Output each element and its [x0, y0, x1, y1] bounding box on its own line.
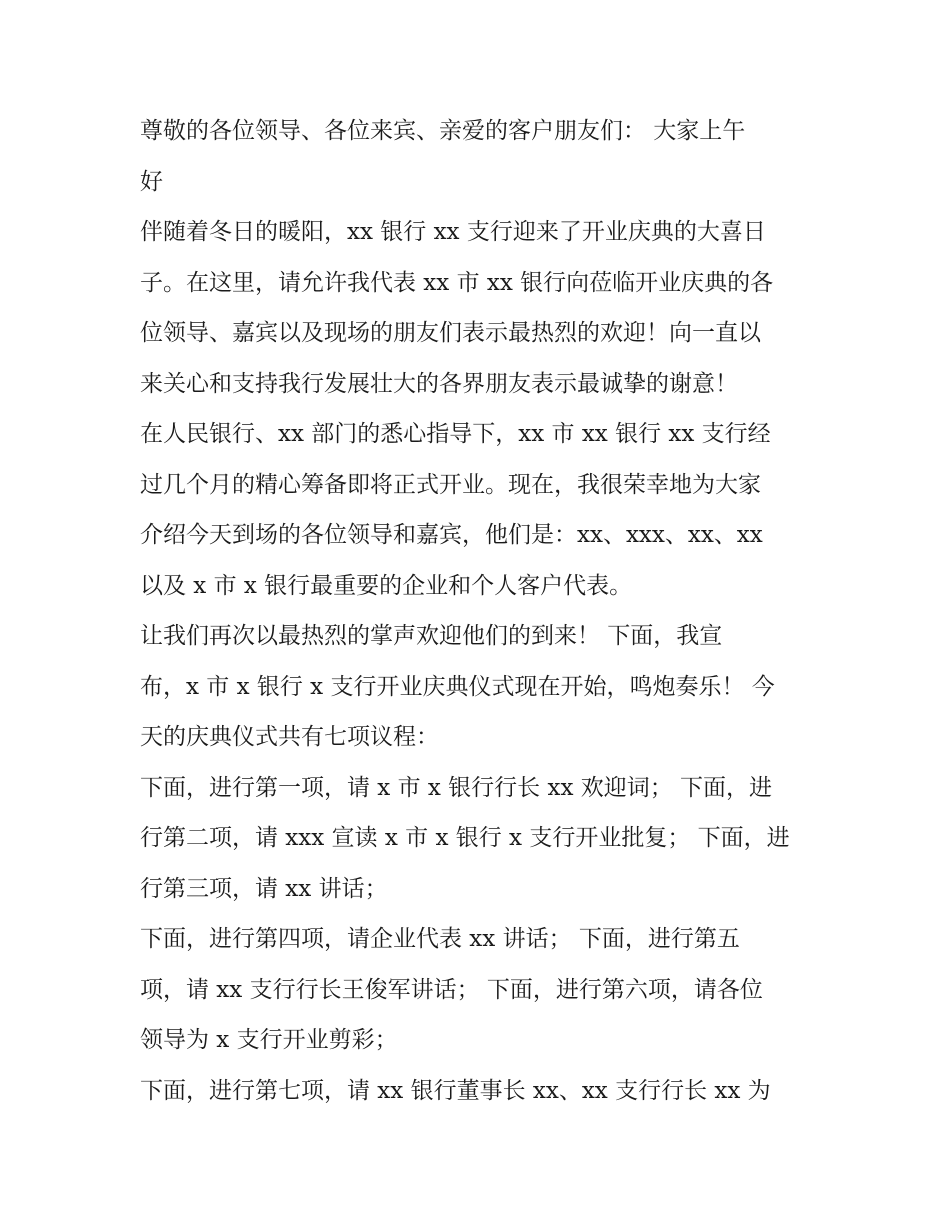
text-line: 伴随着冬日的暖阳，xx 银行 xx 支行迎来了开业庆典的大喜日: [140, 219, 766, 245]
text-line: 下面，进行第一项，请 x 市 x 银行行长 xx 欢迎词； 下面，进: [140, 774, 773, 801]
text-line: 尊敬的各位领导、各位来宾、亲爱的客户朋友们： 大家上午: [140, 118, 746, 144]
speech-text: [140, 106, 815, 1116]
text-line: 下面，进行第七项，请 xx 银行董事长 xx、xx 支行行长 xx 为: [140, 1077, 771, 1104]
text-line: 子。在这里，请允许我代表 xx 市 xx 银行向莅临开业庆典的各: [140, 269, 774, 296]
text-line: 下面，进行第四项，请企业代表 xx 讲话； 下面，进行第五: [140, 926, 740, 952]
text-line: 介绍今天到场的各位领导和嘉宾，他们是：xx、xxx、xx、xx: [140, 522, 763, 548]
text-line: 来关心和支持我行发展壮大的各界朋友表示最诚挚的谢意！: [140, 370, 738, 397]
text-line: 行第三项，请 xx 讲话；: [140, 875, 388, 902]
text-line: 项，请 xx 支行行长王俊军讲话； 下面，进行第六项，请各位: [140, 976, 763, 1003]
text-line: 以及 x 市 x 银行最重要的企业和个人客户代表。: [140, 572, 633, 599]
text-line: 领导为 x 支行开业剪彩；: [140, 1027, 398, 1053]
text-line: 位领导、嘉宾以及现场的朋友们表示最热烈的欢迎！向一直以: [140, 320, 761, 346]
text-line: 布，x 市 x 银行 x 支行开业庆典仪式现在开始，鸣炮奏乐！ 今: [140, 673, 775, 700]
text-line: 行第二项，请 xxx 宣读 x 市 x 银行 x 支行开业批复； 下面，进: [140, 825, 790, 851]
text-line: 过几个月的精心筹备即将正式开业。现在，我很荣幸地为大家: [140, 471, 761, 498]
text-line: 在人民银行、xx 部门的悉心指导下，xx 市 xx 银行 xx 支行经: [140, 421, 771, 447]
text-line: 好: [140, 168, 163, 195]
text-line: 让我们再次以最热烈的掌声欢迎他们的到来！ 下面，我宣: [140, 623, 723, 649]
text-line: 天的庆典仪式共有七项议程：: [140, 724, 439, 750]
